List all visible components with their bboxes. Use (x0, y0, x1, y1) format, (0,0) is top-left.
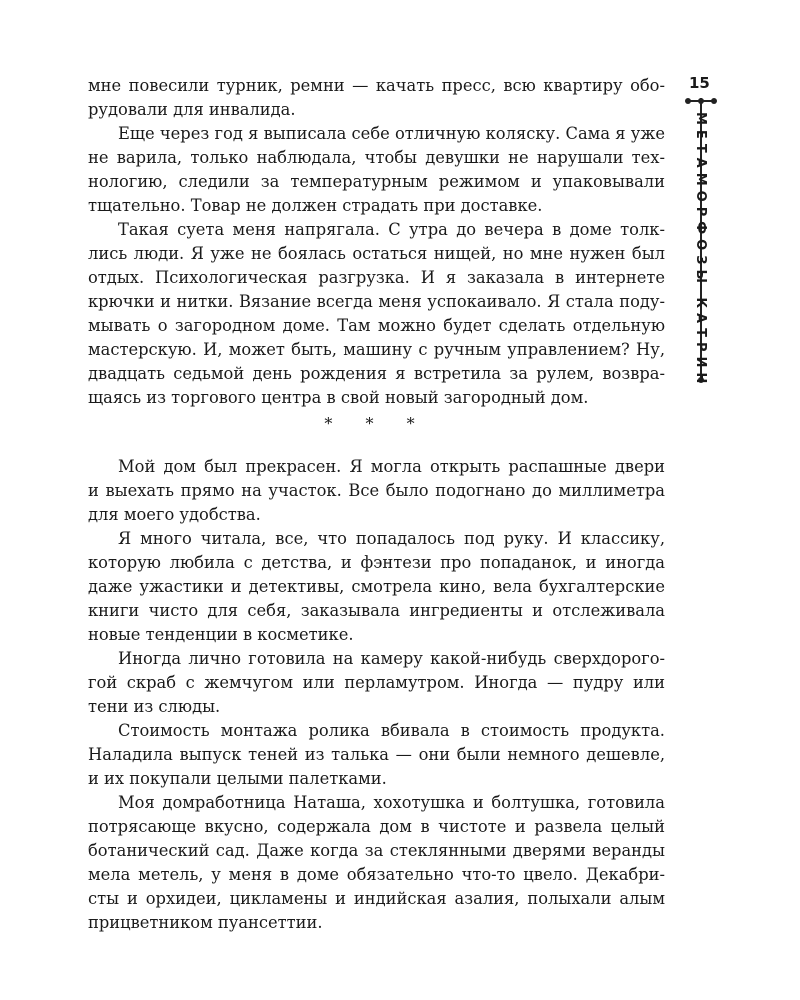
text-line: которую любила с детства, и фэнтези про попаданок, и иногда (88, 553, 665, 572)
text-line: мела метель, у меня в доме обязательно что-то цвело. Декабри- (88, 865, 665, 884)
paragraph (88, 218, 665, 410)
text-line: Стоимость монтажа ролика вбивала в стоимость продукта. (118, 721, 665, 740)
text-line: Такая суета меня напрягала. С утра до вечера в доме толк- (118, 220, 665, 239)
text-line: мастерскую. И, может быть, машину с ручным управлением? Ну, (88, 340, 665, 359)
text-line: отдых. Психологическая разгрузка. И я заказала в интернете (88, 268, 665, 287)
text-line: лись люди. Я уже не боялась остаться нищей, но мне нужен был (88, 244, 665, 263)
text-line: и выехать прямо на участок. Все было подогнано до миллиметра (88, 481, 665, 500)
text-line: Моя домработница Наташа, хохотушка и болтушка, готовила (118, 793, 665, 812)
text-line: Наладила выпуск теней из талька — они были немного дешевле, (88, 745, 665, 764)
text-line: гой скраб с жемчугом или перламутром. Иногда — пудру или (88, 673, 665, 692)
paragraph (88, 647, 665, 719)
text-line: тени из слюды. (88, 697, 221, 716)
text-line: ботанический сад. Даже когда за стеклянными дверями веранды (88, 841, 665, 860)
text-line: рудовали для инвалида. (88, 100, 296, 119)
text-line: мне повесили турник, ремни — качать пресс, всю квартиру обо- (88, 76, 665, 95)
text-line: сты и орхидеи, цикламены и индийская азалия, полыхали алым (88, 889, 665, 908)
text-line: новые тенденции в косметике. (88, 625, 354, 644)
text-line: двадцать седьмой день рождения я встретила за рулем, возвра- (88, 364, 665, 383)
running-head: МЕТАМОРФОЗЫ КАТРИН (693, 112, 708, 389)
paragraph (88, 455, 665, 527)
section-2 (88, 455, 665, 935)
section-1 (88, 74, 665, 410)
text-line: Еще через год я выписала себе отличную коляску. Сама я уже (118, 124, 665, 143)
paragraph (88, 122, 665, 218)
page-number: 15 (689, 74, 710, 92)
text-line: щаясь из торгового центра в свой новый загородный дом. (88, 388, 589, 407)
text-line: не варила, только наблюдала, чтобы девушки не нарушали тех- (88, 148, 665, 167)
text-line: мывать о загородном доме. Там можно будет сделать отдельную (88, 316, 665, 335)
text-line: Иногда лично готовила на камеру какой-нибудь сверхдорого- (118, 649, 665, 668)
text-line: книги чисто для себя, заказывала ингредиенты и отслеживала (88, 601, 665, 620)
text-line: даже ужастики и детективы, смотрела кино, вела бухгалтерские (88, 577, 665, 596)
text-line: для моего удобства. (88, 505, 261, 524)
text-line: и их покупали целыми палетками. (88, 769, 387, 788)
text-line: Я много читала, все, что попадалось под руку. И классику, (118, 529, 665, 548)
paragraph (88, 527, 665, 647)
text-line: нологию, следили за температурным режимом и упаковывали (88, 172, 665, 191)
text-line: потрясающе вкусно, содержала дом в чистоте и развела целый (88, 817, 665, 836)
section-separator: * * * (324, 414, 429, 433)
rule-dot (711, 98, 717, 104)
paragraph (88, 74, 665, 122)
paragraph (88, 791, 665, 935)
paragraph (88, 719, 665, 791)
rule-dot (685, 98, 691, 104)
text-line: крючки и нитки. Вязание всегда меня успокаивало. Я стала поду- (88, 292, 665, 311)
text-line: Мой дом был прекрасен. Я могла открыть распашные двери (118, 457, 665, 476)
text-line: прицветником пуансеттии. (88, 913, 323, 932)
text-line: тщательно. Товар не должен страдать при доставке. (88, 196, 543, 215)
